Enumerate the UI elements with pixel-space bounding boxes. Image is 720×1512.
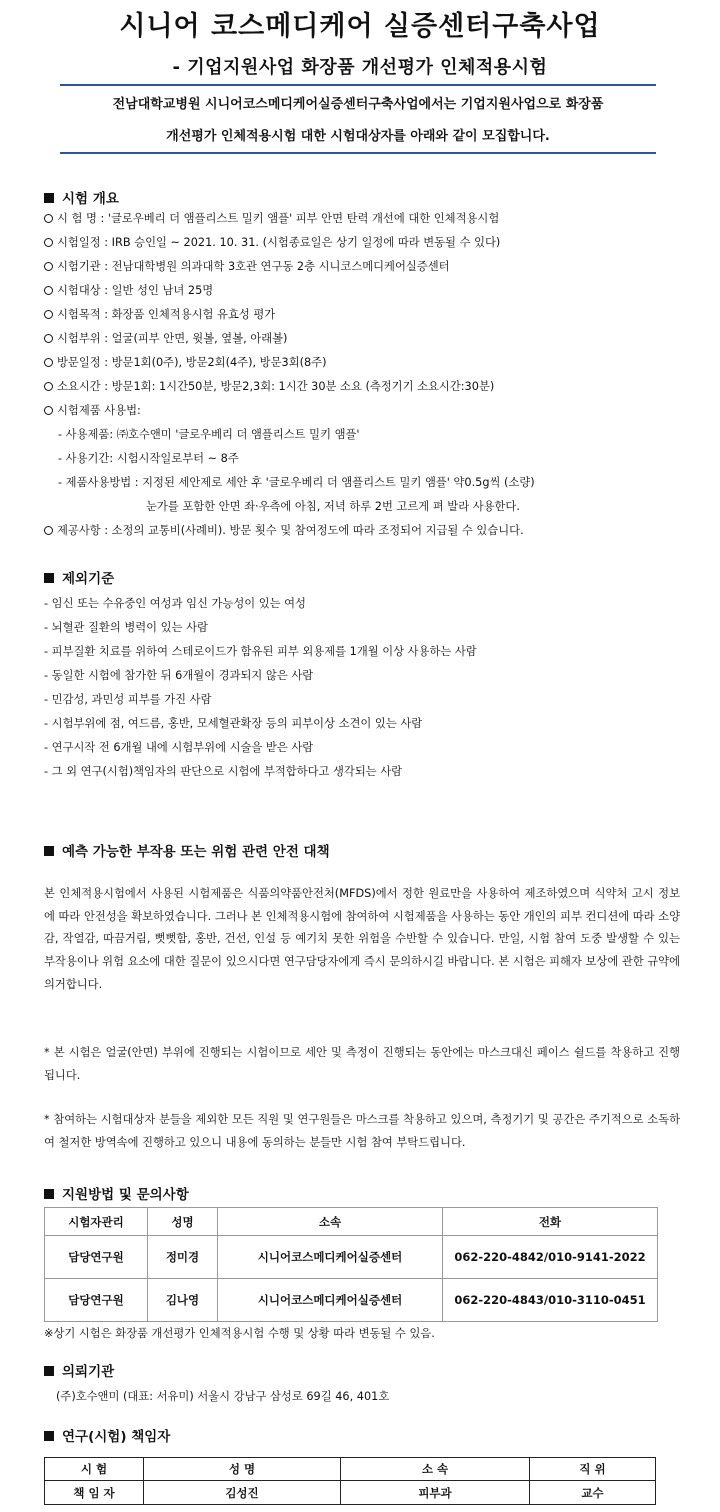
square-bullet-icon [44, 1189, 54, 1199]
table-cell: 담당연구원 [45, 1236, 148, 1279]
exclusion-item: - 동일한 시험에 참가한 뒤 6개월이 경과되지 않은 사람 [44, 669, 314, 682]
table-cell: 시니어코스메디케어실증센터 [218, 1236, 443, 1279]
page-title: 시니어 코스메디케어 실증센터구축사업 [119, 11, 601, 42]
section-heading-exclusion: 제외기준 [44, 567, 114, 587]
exclusion-item: - 임신 또는 수유중인 여성과 임신 가능성이 있는 여성 [44, 597, 306, 610]
section-heading-contact: 지원방법 및 문의사항 [44, 1183, 189, 1203]
table-row [45, 1279, 658, 1322]
overview-item: 시험목적 : 화장품 인체적용시험 유효성 평가 [44, 306, 275, 322]
table-cell: 담당연구원 [45, 1279, 148, 1322]
usage-sub-item: 눈가를 포함한 안면 좌·우측에 아침, 저녁 하루 2번 고르게 펴 발라 사용한다. [146, 500, 520, 513]
overview-item: 시험일정 : IRB 승인일 ~ 2021. 10. 31. (시험종료일은 상기 일정에 따라 변동될 수 있다) [44, 234, 500, 250]
table-cell: 062-220-4843/010-3110-0451 [443, 1279, 658, 1322]
circle-bullet-icon [44, 334, 53, 343]
square-bullet-icon [44, 1366, 54, 1376]
column-header: 직 위 [530, 1458, 656, 1481]
square-bullet-icon [44, 193, 54, 203]
section-heading-pi: 연구(시험) 책임자 [44, 1425, 170, 1445]
circle-bullet-icon [44, 238, 53, 247]
circle-bullet-icon [44, 286, 53, 295]
overview-item: 시험기관 : 전남대학병원 의과대학 3호관 연구동 2층 시니코스메디케어실증센터 [44, 258, 450, 274]
circle-bullet-icon [44, 262, 53, 271]
exclusion-item: - 민감성, 과민성 피부를 가진 사람 [44, 693, 212, 706]
pi-table [44, 1457, 656, 1505]
circle-bullet-icon [44, 526, 53, 535]
section-heading-overview: 시험 개요 [44, 187, 119, 207]
column-header: 소속 [218, 1208, 443, 1236]
intro-line: 개선평가 인체적용시험 대한 시험대상자를 아래와 같이 모집합니다. [166, 129, 550, 144]
pi-table-header [45, 1458, 656, 1481]
table-row [45, 1481, 656, 1505]
section-heading-client: 의뢰기관 [44, 1360, 114, 1380]
table-cell: 김성진 [144, 1481, 341, 1505]
contact-table [44, 1207, 658, 1322]
contact-table-header [45, 1208, 658, 1236]
overview-item: 제공사항 : 소정의 교통비(사례비). 방문 횟수 및 참여정도에 따라 조정되어 지급될 수 있습니다. [44, 522, 524, 538]
overview-item: 시 험 명 : '글로우베리 더 앰플리스트 밀키 앰플' 피부 안면 탄력 개선에 대한 인체적용시험 [44, 210, 499, 226]
overview-item: 시험대상 : 일반 성인 남녀 25명 [44, 282, 213, 298]
contact-note: ※상기 시험은 화장품 개선평가 인체적용시험 수행 및 상황 따라 변동될 수 있음. [44, 1327, 435, 1340]
usage-sub-item: - 사용제품: ㈜호수앤미 '글로우베리 더 앰플리스트 밀키 앰플' [58, 428, 360, 441]
usage-sub-item: - 사용기간: 시험시작일로부터 ~ 8주 [58, 452, 239, 465]
circle-bullet-icon [44, 406, 53, 415]
overview-item: 방문일정 : 방문1회(0주), 방문2회(4주), 방문3회(8주) [44, 354, 327, 370]
usage-sub-item: - 제품사용방법 : 지정된 세안제로 세안 후 '글로우베리 더 앰플리스트 밀키 앰플' 약0.5g씩 (소량) [58, 476, 535, 489]
table-cell: 정미경 [148, 1236, 218, 1279]
safety-paragraph: 본 인체적용시험에서 사용된 시험제품은 식품의약품안전처(MFDS)에서 정한 원료만을 사용하여 제조하였으며 식약처 고시 정보에 따라 안전성을 확보하였습니다. 그러나 본 인체적용시험에 참여하여 시험제품을 사용하는 동안 개인의 피부 컨디션에 따라 소양감, 작열감, 따끔거림, 뻣뻣함, 홍반, 건선, 인설 등 예기치 못한 위험을 수반할 수 있습니다. 만일, 시험 참여 도중 발생할 수 있는 부작용이나 위험 요소에 대한 질문이 있으시다면 연구담당자에게 즉시 문의하시길 바랍니다. 본 시험은 피해자 보상에 관한 규약에 의거합니다. [44, 887, 680, 991]
square-bullet-icon [44, 846, 54, 856]
table-cell: 시니어코스메디케어실증센터 [218, 1279, 443, 1322]
table-cell: 062-220-4842/010-9141-2022 [443, 1236, 658, 1279]
square-bullet-icon [44, 1431, 54, 1441]
column-header: 전화 [443, 1208, 658, 1236]
row-label: 책 임 자 [45, 1481, 144, 1505]
table-cell: 교수 [530, 1481, 656, 1505]
circle-bullet-icon [44, 214, 53, 223]
column-header: 소 속 [341, 1458, 530, 1481]
circle-bullet-icon [44, 310, 53, 319]
exclusion-item: - 뇌혈관 질환의 병력이 있는 사람 [44, 621, 208, 634]
exclusion-item: - 피부질환 치료를 위하여 스테로이드가 함유된 피부 외용제를 1개월 이상 사용하는 사람 [44, 645, 477, 658]
intro-box [60, 84, 656, 154]
exclusion-item: - 그 외 연구(시험)책임자의 판단으로 시험에 부적합하다고 생각되는 사람 [44, 765, 403, 778]
circle-bullet-icon [44, 382, 53, 391]
safety-note-shield: * 본 시험은 얼굴(안면) 부위에 진행되는 시험이므로 세안 및 측정이 진행되는 동안에는 마스크대신 페이스 쉴드를 착용하고 진행됩니다. [44, 1046, 680, 1082]
column-header: 성명 [148, 1208, 218, 1236]
section-heading-safety: 예측 가능한 부작용 또는 위험 관련 안전 대책 [44, 840, 330, 860]
exclusion-item: - 연구시작 전 6개월 내에 시험부위에 시술을 받은 사람 [44, 741, 314, 754]
square-bullet-icon [44, 573, 54, 583]
overview-item: 시험부위 : 얼굴(피부 안면, 윗볼, 옆볼, 아래볼) [44, 330, 287, 346]
circle-bullet-icon [44, 358, 53, 367]
page-subtitle: - 기업지원사업 화장품 개선평가 인체적용시험 [172, 57, 548, 78]
table-row [45, 1236, 658, 1279]
table-cell: 피부과 [341, 1481, 530, 1505]
column-header: 성 명 [144, 1458, 341, 1481]
client-info: (주)호수앤미 (대표: 서유미) 서울시 강남구 삼성로 69길 46, 401호 [56, 1390, 390, 1403]
exclusion-item: - 시험부위에 점, 여드름, 홍반, 모세혈관확장 등의 피부이상 소견이 있는 사람 [44, 717, 423, 730]
safety-note-mask: * 참여하는 시험대상자 분들을 제외한 모든 직원 및 연구원들은 마스크를 착용하고 있으며, 측정기기 및 공간은 주기적으로 소독하여 철저한 방역속에 진행하고 있으니 내용에 동의하는 분들만 시험 참여 부탁드립니다. [44, 1113, 680, 1149]
overview-item: 시험제품 사용법: [44, 402, 141, 418]
table-cell: 김나영 [148, 1279, 218, 1322]
column-header: 시험자관리 [45, 1208, 148, 1236]
intro-line: 전남대학교병원 시니어코스메디케어실증센터구축사업에서는 기업지원사업으로 화장품 [112, 97, 604, 112]
overview-item: 소요시간 : 방문1회: 1시간50분, 방문2,3회: 1시간 30분 소요 (측정기기 소요시간:30분) [44, 378, 494, 394]
row-label: 시 험 [45, 1458, 144, 1481]
